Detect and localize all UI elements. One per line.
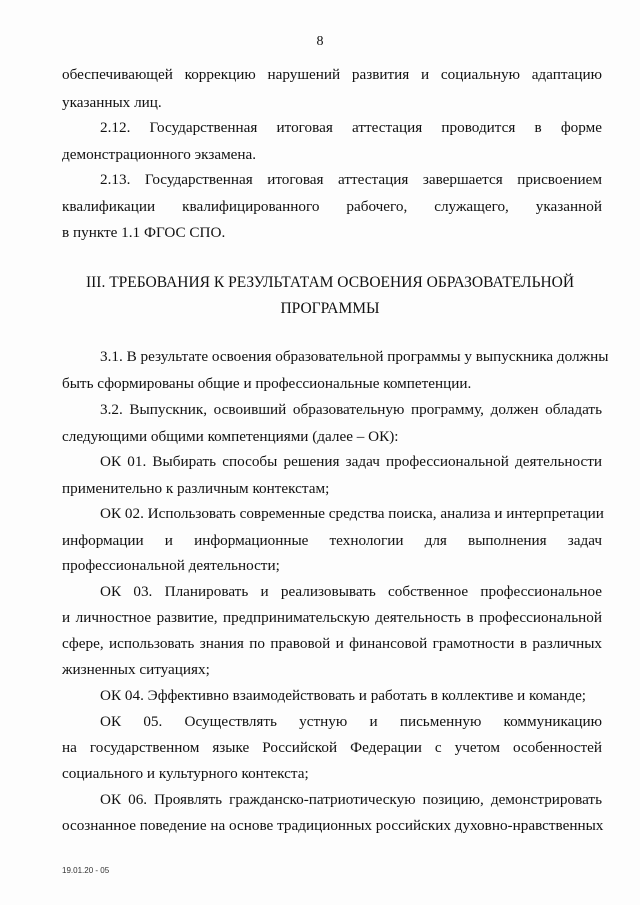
text-line: обеспечивающей коррекцию нарушений развития и социальную адаптацию	[62, 66, 602, 83]
section-title-line-1: III. ТРЕБОВАНИЯ К РЕЗУЛЬТАТАМ ОСВОЕНИЯ ОБРАЗОВАТЕЛЬНОЙ	[85, 274, 575, 291]
text-line: демонстрационного экзамена.	[62, 146, 257, 163]
text-line: указанных лиц.	[62, 94, 162, 111]
text-line: ОК 05. Осуществлять устную и письменную коммуникацию	[100, 713, 602, 730]
text-line: и личностное развитие, предпринимательскую деятельность в профессиональной	[62, 609, 602, 626]
text-line: жизненных ситуациях;	[62, 661, 210, 678]
text-line: быть сформированы общие и профессиональные компетенции.	[62, 375, 472, 392]
text-line: 2.12. Государственная итоговая аттестация проводится в форме	[100, 119, 602, 136]
text-line: профессиональной деятельности;	[62, 557, 280, 574]
text-line: квалификации квалифицированного рабочего, служащего, указанной	[62, 198, 602, 215]
section-title-line-2: ПРОГРАММЫ	[280, 300, 380, 317]
text-line: следующими общими компетенциями (далее – ОК):	[62, 428, 399, 445]
text-line: ОК 02. Использовать современные средства поиска, анализа и интерпретации	[100, 505, 604, 522]
text-line: информации и информационные технологии для выполнения задач	[62, 532, 602, 549]
text-line: на государственном языке Российской Федерации с учетом особенностей	[62, 739, 602, 756]
text-line: в пункте 1.1 ФГОС СПО.	[62, 224, 226, 241]
text-line: социального и культурного контекста;	[62, 765, 309, 782]
text-line: ОК 03. Планировать и реализовывать собственное профессиональное	[100, 583, 602, 600]
text-line: применительно к различным контекстам;	[62, 480, 330, 497]
document-code: 19.01.20 - 05	[62, 866, 110, 875]
text-line: ОК 04. Эффективно взаимодействовать и работать в коллективе и команде;	[100, 687, 587, 704]
page-number: 8	[316, 34, 324, 49]
text-line: 2.13. Государственная итоговая аттестация завершается присвоением	[100, 171, 602, 188]
text-line: 3.2. Выпускник, освоивший образовательную программу, должен обладать	[100, 401, 602, 418]
text-line: 3.1. В результате освоения образовательной программы у выпускника должны	[100, 348, 609, 365]
text-line: ОК 01. Выбирать способы решения задач профессиональной деятельности	[100, 453, 602, 470]
text-line: ОК 06. Проявлять гражданско-патриотическую позицию, демонстрировать	[100, 791, 602, 808]
text-line: осознанное поведение на основе традиционных российских духовно-нравственных	[62, 817, 604, 834]
text-line: сфере, использовать знания по правовой и финансовой грамотности в различных	[62, 635, 602, 652]
